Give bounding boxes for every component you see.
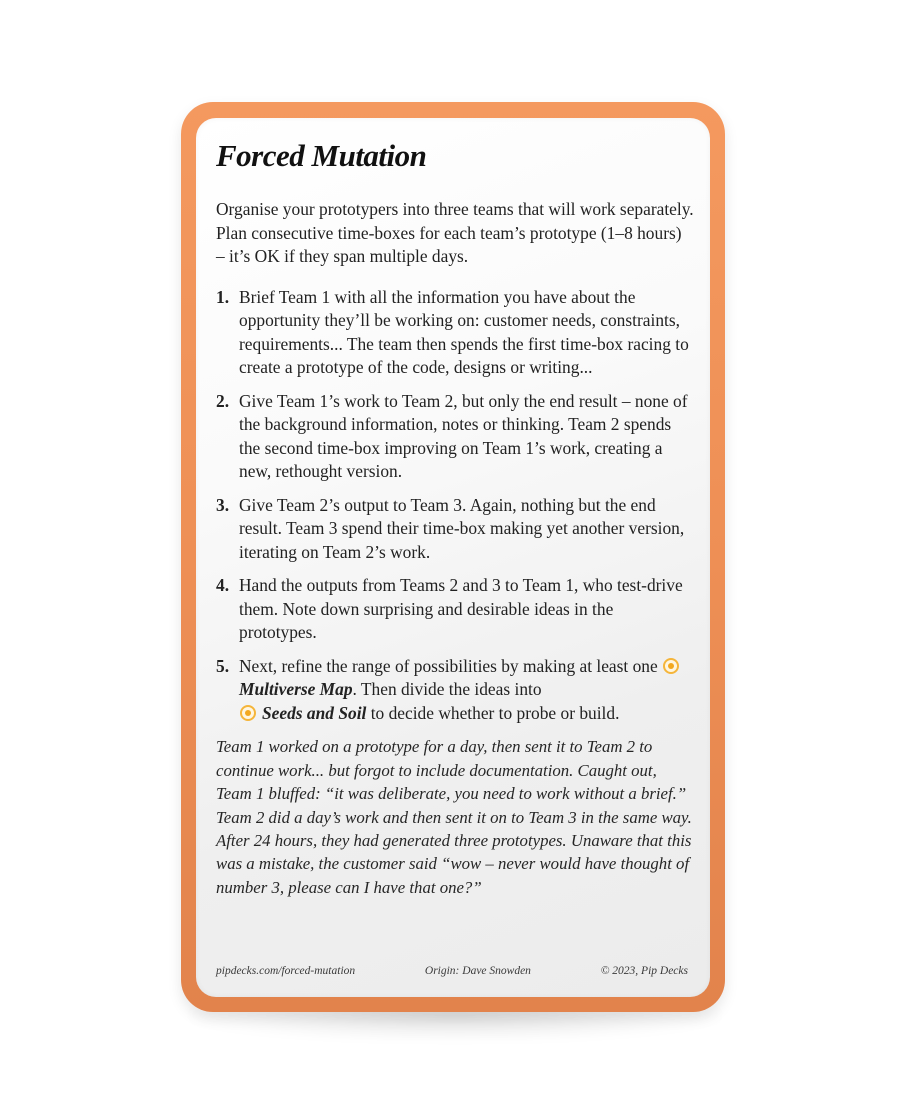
steps-list — [216, 286, 694, 726]
step-text: Hand the outputs from Teams 2 and 3 to Team 1, who test-drive them. Note down surprising and desirable ideas in the prototypes. — [239, 575, 683, 643]
card-url: pipdecks.com/forced-mutation — [216, 965, 356, 977]
pip-deck-card — [181, 102, 725, 1012]
card-copyright: © 2023, Pip Decks — [600, 965, 688, 977]
step-number: 1. — [216, 286, 230, 307]
card-footer — [216, 965, 688, 977]
step-item — [216, 286, 694, 380]
multiverse-map-reference[interactable]: Multiverse Map — [239, 679, 353, 700]
seeds-and-soil-reference[interactable]: Seeds and Soil — [262, 702, 367, 723]
step-text: Give Team 1’s work to Team 2, but only the end result – none of the background information, notes or thinking. Team 2 spends the second time-box improving on Team 1’s work, creating a new, rethought version. — [239, 390, 688, 482]
step-number: 3. — [216, 494, 230, 515]
eye-icon — [663, 658, 679, 674]
step-text: Next, refine the range of possibilities by making at least one — [239, 655, 658, 676]
example-story: Team 1 worked on a prototype for a day, then sent it to Team 2 to continue work... but forgot to include documentation. Caught out, Team 1 bluffed: “it was deliberate, you need to work without a brief.” Team 2 did a day’s work and then sent it on to Team 3 in the same way. After 24 hours, they had generated three prototypes. Unaware that this was a mistake, the customer said “wow – never would have thought of number 3, please can I have that one?” — [216, 737, 692, 897]
eye-icon — [240, 705, 256, 721]
step-number: 2. — [216, 390, 230, 411]
step-text: Give Team 2’s output to Team 3. Again, nothing but the end result. Team 3 spend their time-box making yet another version, iterating on Team 2’s work. — [239, 494, 685, 562]
step-item — [216, 574, 694, 645]
step-item — [216, 655, 694, 726]
card-content — [216, 138, 694, 916]
card-intro: Organise your prototypers into three teams that will work separately. Plan consecutive time-boxes for each team’s prototype (1–8 hours) – it’s OK if they span multiple days. — [216, 199, 694, 266]
card-title: Forced Mutation — [216, 138, 427, 173]
step-item — [216, 494, 694, 565]
card-face — [196, 118, 710, 997]
step-item — [216, 390, 694, 484]
step-text: to decide whether to probe or build. — [366, 702, 620, 723]
step-text: . Then divide the ideas into — [352, 679, 542, 700]
step-number: 5. — [216, 655, 230, 676]
card-origin: Origin: Dave Snowden — [424, 965, 531, 977]
step-number: 4. — [216, 575, 230, 596]
step-text: Brief Team 1 with all the information you have about the opportunity they’ll be working on: customer needs, constraints, requirements... The team then spends the first time-box racing to create a prototype of the code, designs or writing... — [239, 286, 689, 378]
